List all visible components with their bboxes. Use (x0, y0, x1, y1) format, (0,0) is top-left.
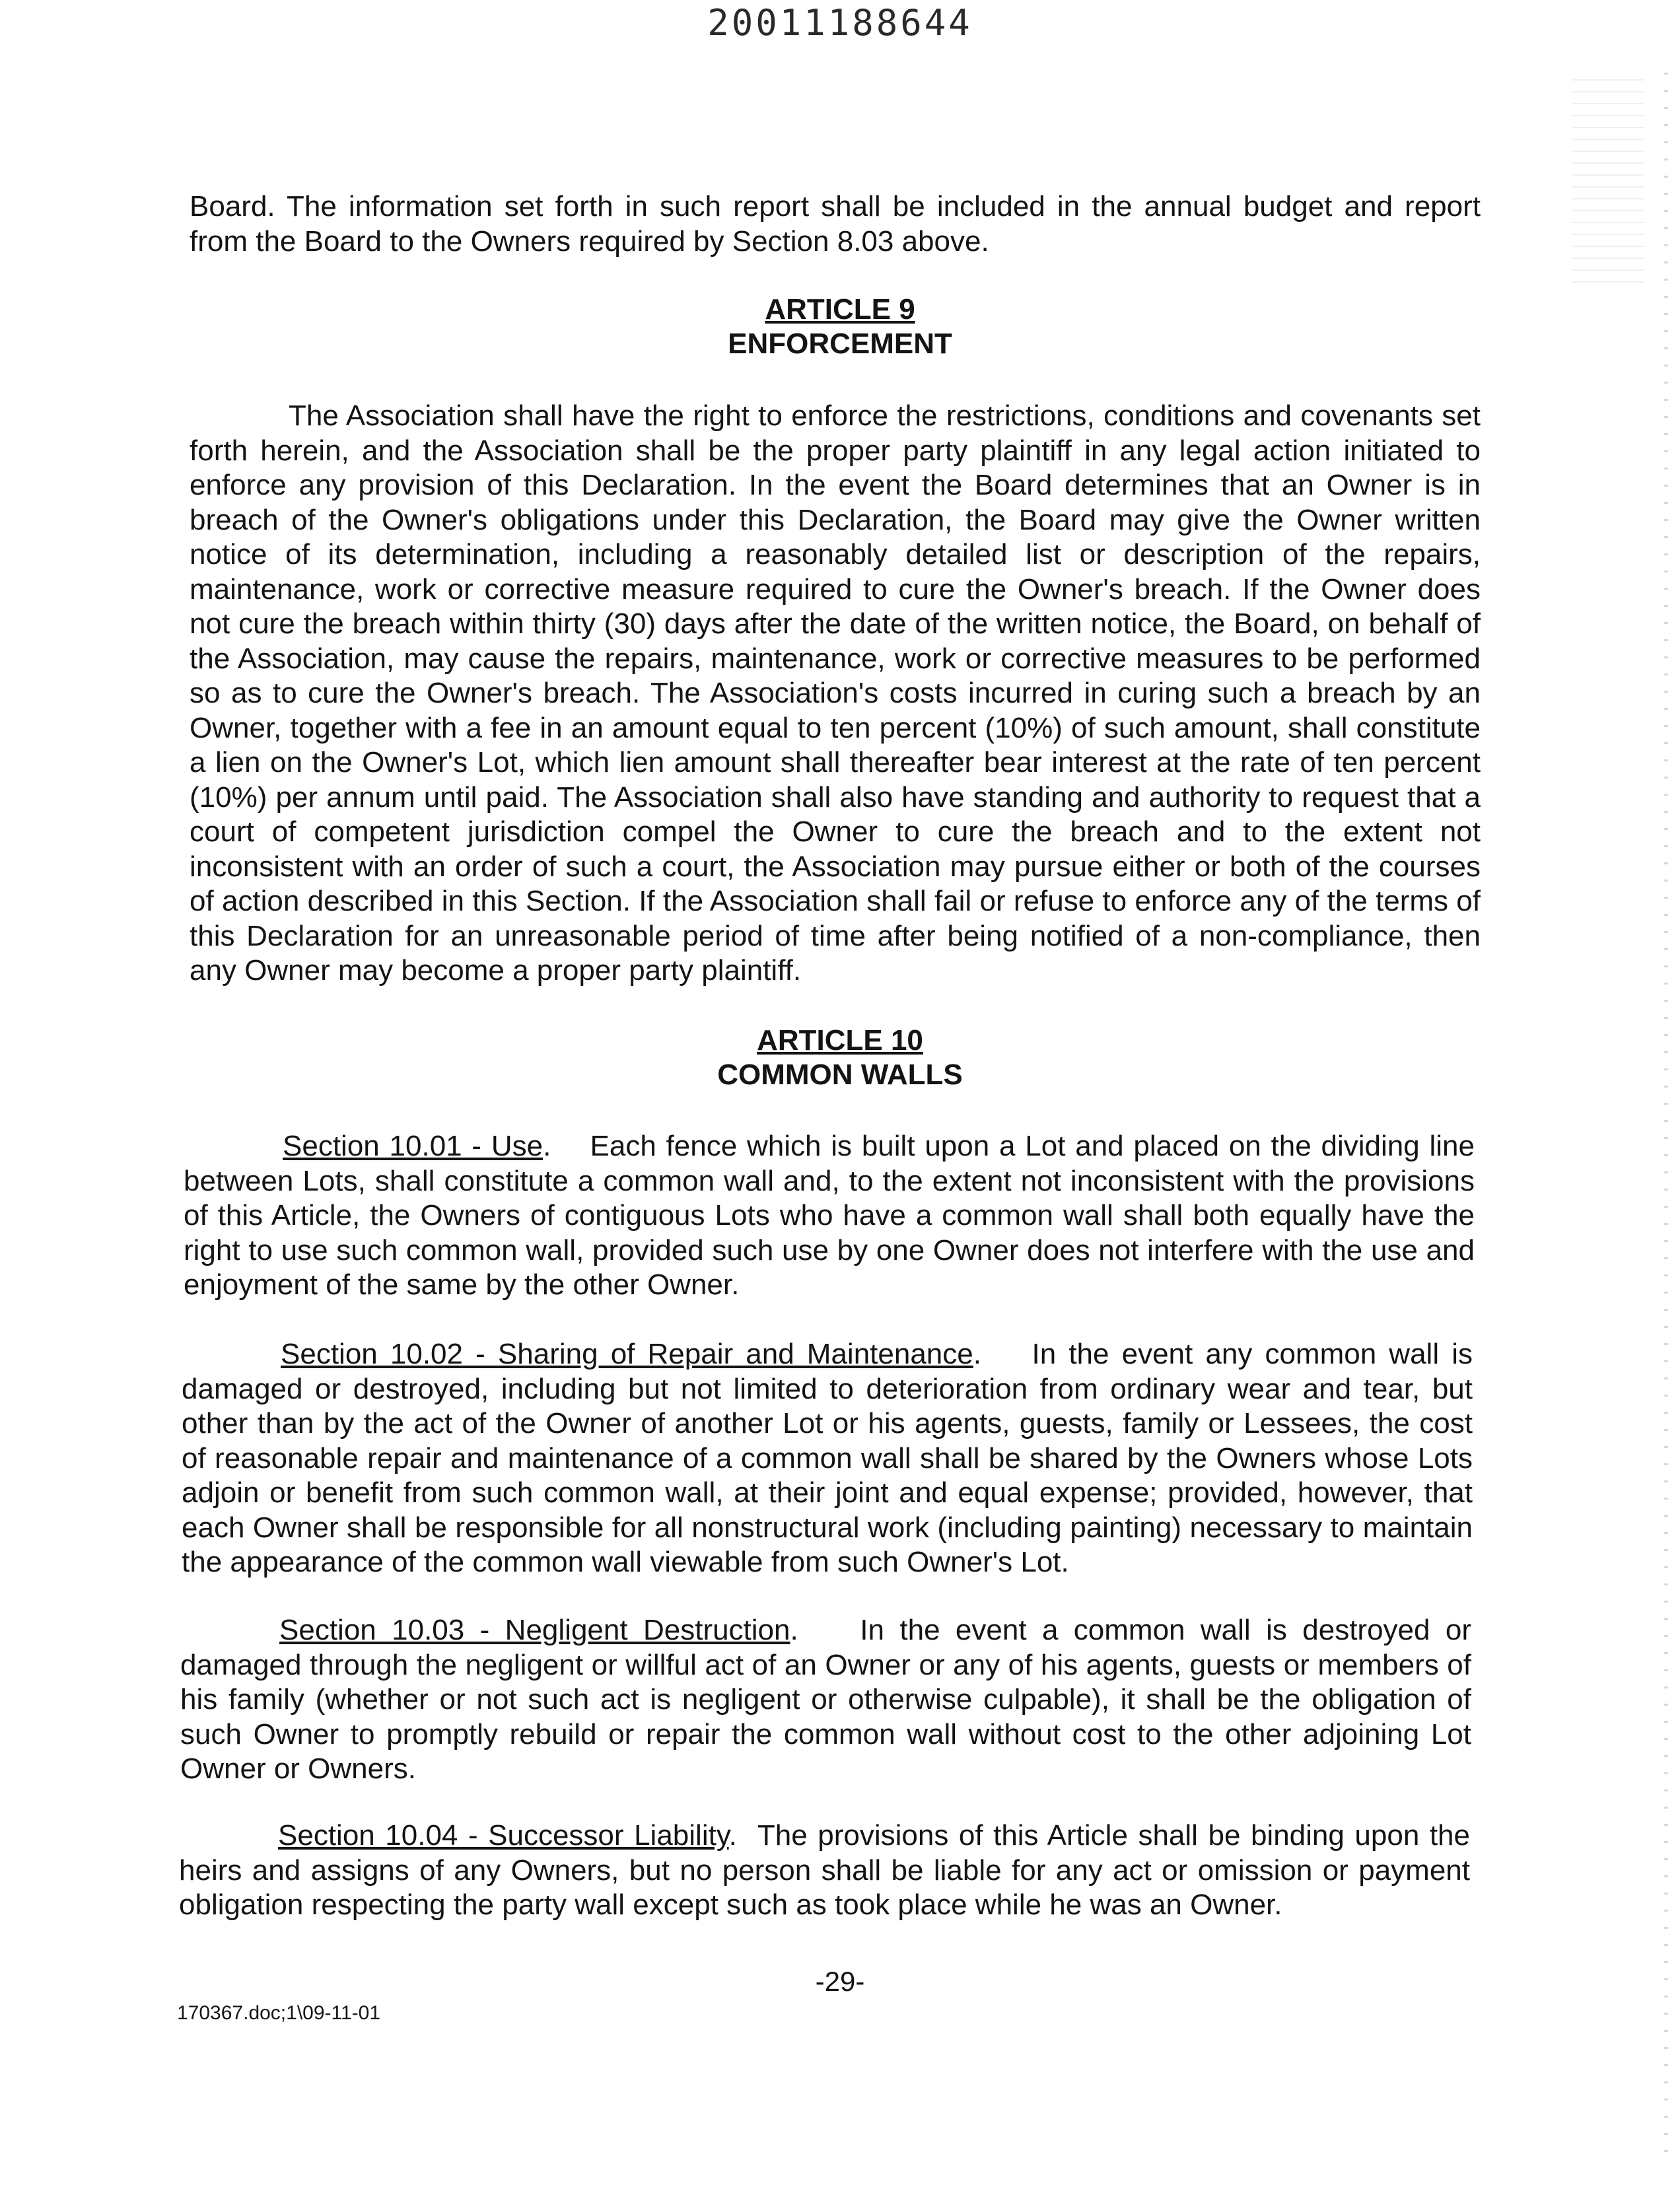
article-9-paragraph (190, 399, 1481, 989)
opening-paragraph: Board. The information set forth in such report shall be included in the annual budget and report from the Board to the Owners required by Section 8.03 above. (190, 190, 1481, 258)
section-10-04 (179, 1819, 1470, 1923)
scan-artifact (1572, 79, 1644, 291)
section-10-02-text: In the event any common wall is damaged or destroyed, including but not limited to deterioration from ordinary wear and tear, but other than by the act of the Owner of another Lot or his agents, guests, family or Lessees, the cost of reasonable repair and maintenance of a common wall shall be shared by the Owners whose Lots adjoin or benefit from such common wall, at their joint and equal expense; provided, however, that each Owner shall be responsible for all nonstructural work (including painting) necessary to maintain the appearance of the common wall viewable from such Owner's Lot. (182, 1338, 1473, 1578)
section-10-04-title-period: . (728, 1819, 737, 1852)
section-10-03-text: In the event a common wall is destroyed or damaged through the negligent or willful act of an Owner or any of his agents, guests or members of his family (whether or not such act is negligent or otherwise culpable), it shall be the obligation of such Owner to promptly rebuild or repair the common wall without cost to the other adjoining Lot Owner or Owners. (180, 1614, 1471, 1785)
document-number: 20011188644 (707, 2, 973, 44)
section-10-03 (180, 1613, 1471, 1787)
article-9-paragraph-text: The Association shall have the right to enforce the restrictions, conditions and covenants set forth herein, and the Association shall be the proper party plaintiff in any legal action initiated to enforce any provision of this Declaration. In the event the Board determines that an Owner is in breach of the Owner's obligations under this Declaration, the Board may give the Owner written notice of its determination, including a reasonably detailed list or description of the repairs, maintenance, work or corrective measure required to cure the Owner's breach. If the Owner does not cure the breach within thirty (30) days after the date of the written notice, the Board, on behalf of the Association, may cause the repairs, maintenance, work or corrective measures to be performed so as to cure the Owner's breach. The Association's costs incurred in curing such a breach by an Owner, together with a fee in an amount equal to ten percent (10%) of such amount, shall constitute a lien on the Owner's Lot, which lien amount shall thereafter bear interest at the rate of ten percent (10%) per annum until paid. The Association shall also have standing and authority to request that a court of competent jurisdiction compel the Owner to cure the breach and to the extent not inconsistent with an order of such a court, the Association may pursue either or both of the courses of action described in this Section. If the Association shall fail or refuse to enforce any of the terms of this Declaration for an unreasonable period of time after being notified of a non-compliance, then any Owner may become a proper party plaintiff. (190, 399, 1481, 987)
section-10-04-title: Section 10.04 - Successor Liability (278, 1819, 729, 1852)
article-9-label: ARTICLE 9 (765, 293, 915, 326)
footer-file-reference: 170367.doc;1\09-11-01 (177, 2002, 381, 2024)
page-number: -29- (815, 1966, 865, 1997)
scan-edge-artifact (1664, 73, 1668, 2153)
section-10-01 (184, 1129, 1475, 1303)
section-10-01-text: Each fence which is built upon a Lot and placed on the dividing line between Lots, shall constitute a common wall and, to the extent not inconsistent with the provisions of this Article, the Owners of contiguous Lots who have a common wall shall both equally have the right to use such common wall, provided such use by one Owner does not interfere with the use and enjoyment of the same by the other Owner. (184, 1130, 1475, 1301)
section-10-02-title-period: . (973, 1338, 981, 1370)
article-9-heading (0, 293, 1680, 361)
article-9-title: ENFORCEMENT (728, 328, 952, 360)
section-10-04-text: The provisions of this Article shall be binding upon the heirs and assigns of any Owners, but no person shall be liable for any act or omission or payment obligation respecting the party wall except such as took place while he was an Owner. (179, 1819, 1470, 1921)
section-10-01-title: Section 10.01 - Use (283, 1130, 543, 1162)
section-10-01-title-period: . (543, 1130, 551, 1162)
section-10-03-title: Section 10.03 - Negligent Destruction (279, 1614, 790, 1646)
section-10-02-title: Section 10.02 - Sharing of Repair and Maintenance (281, 1338, 973, 1370)
article-10-label: ARTICLE 10 (757, 1024, 923, 1057)
article-10-heading (0, 1024, 1680, 1092)
section-10-02 (182, 1337, 1473, 1580)
article-10-title: COMMON WALLS (717, 1059, 963, 1091)
section-10-03-title-period: . (790, 1614, 798, 1646)
